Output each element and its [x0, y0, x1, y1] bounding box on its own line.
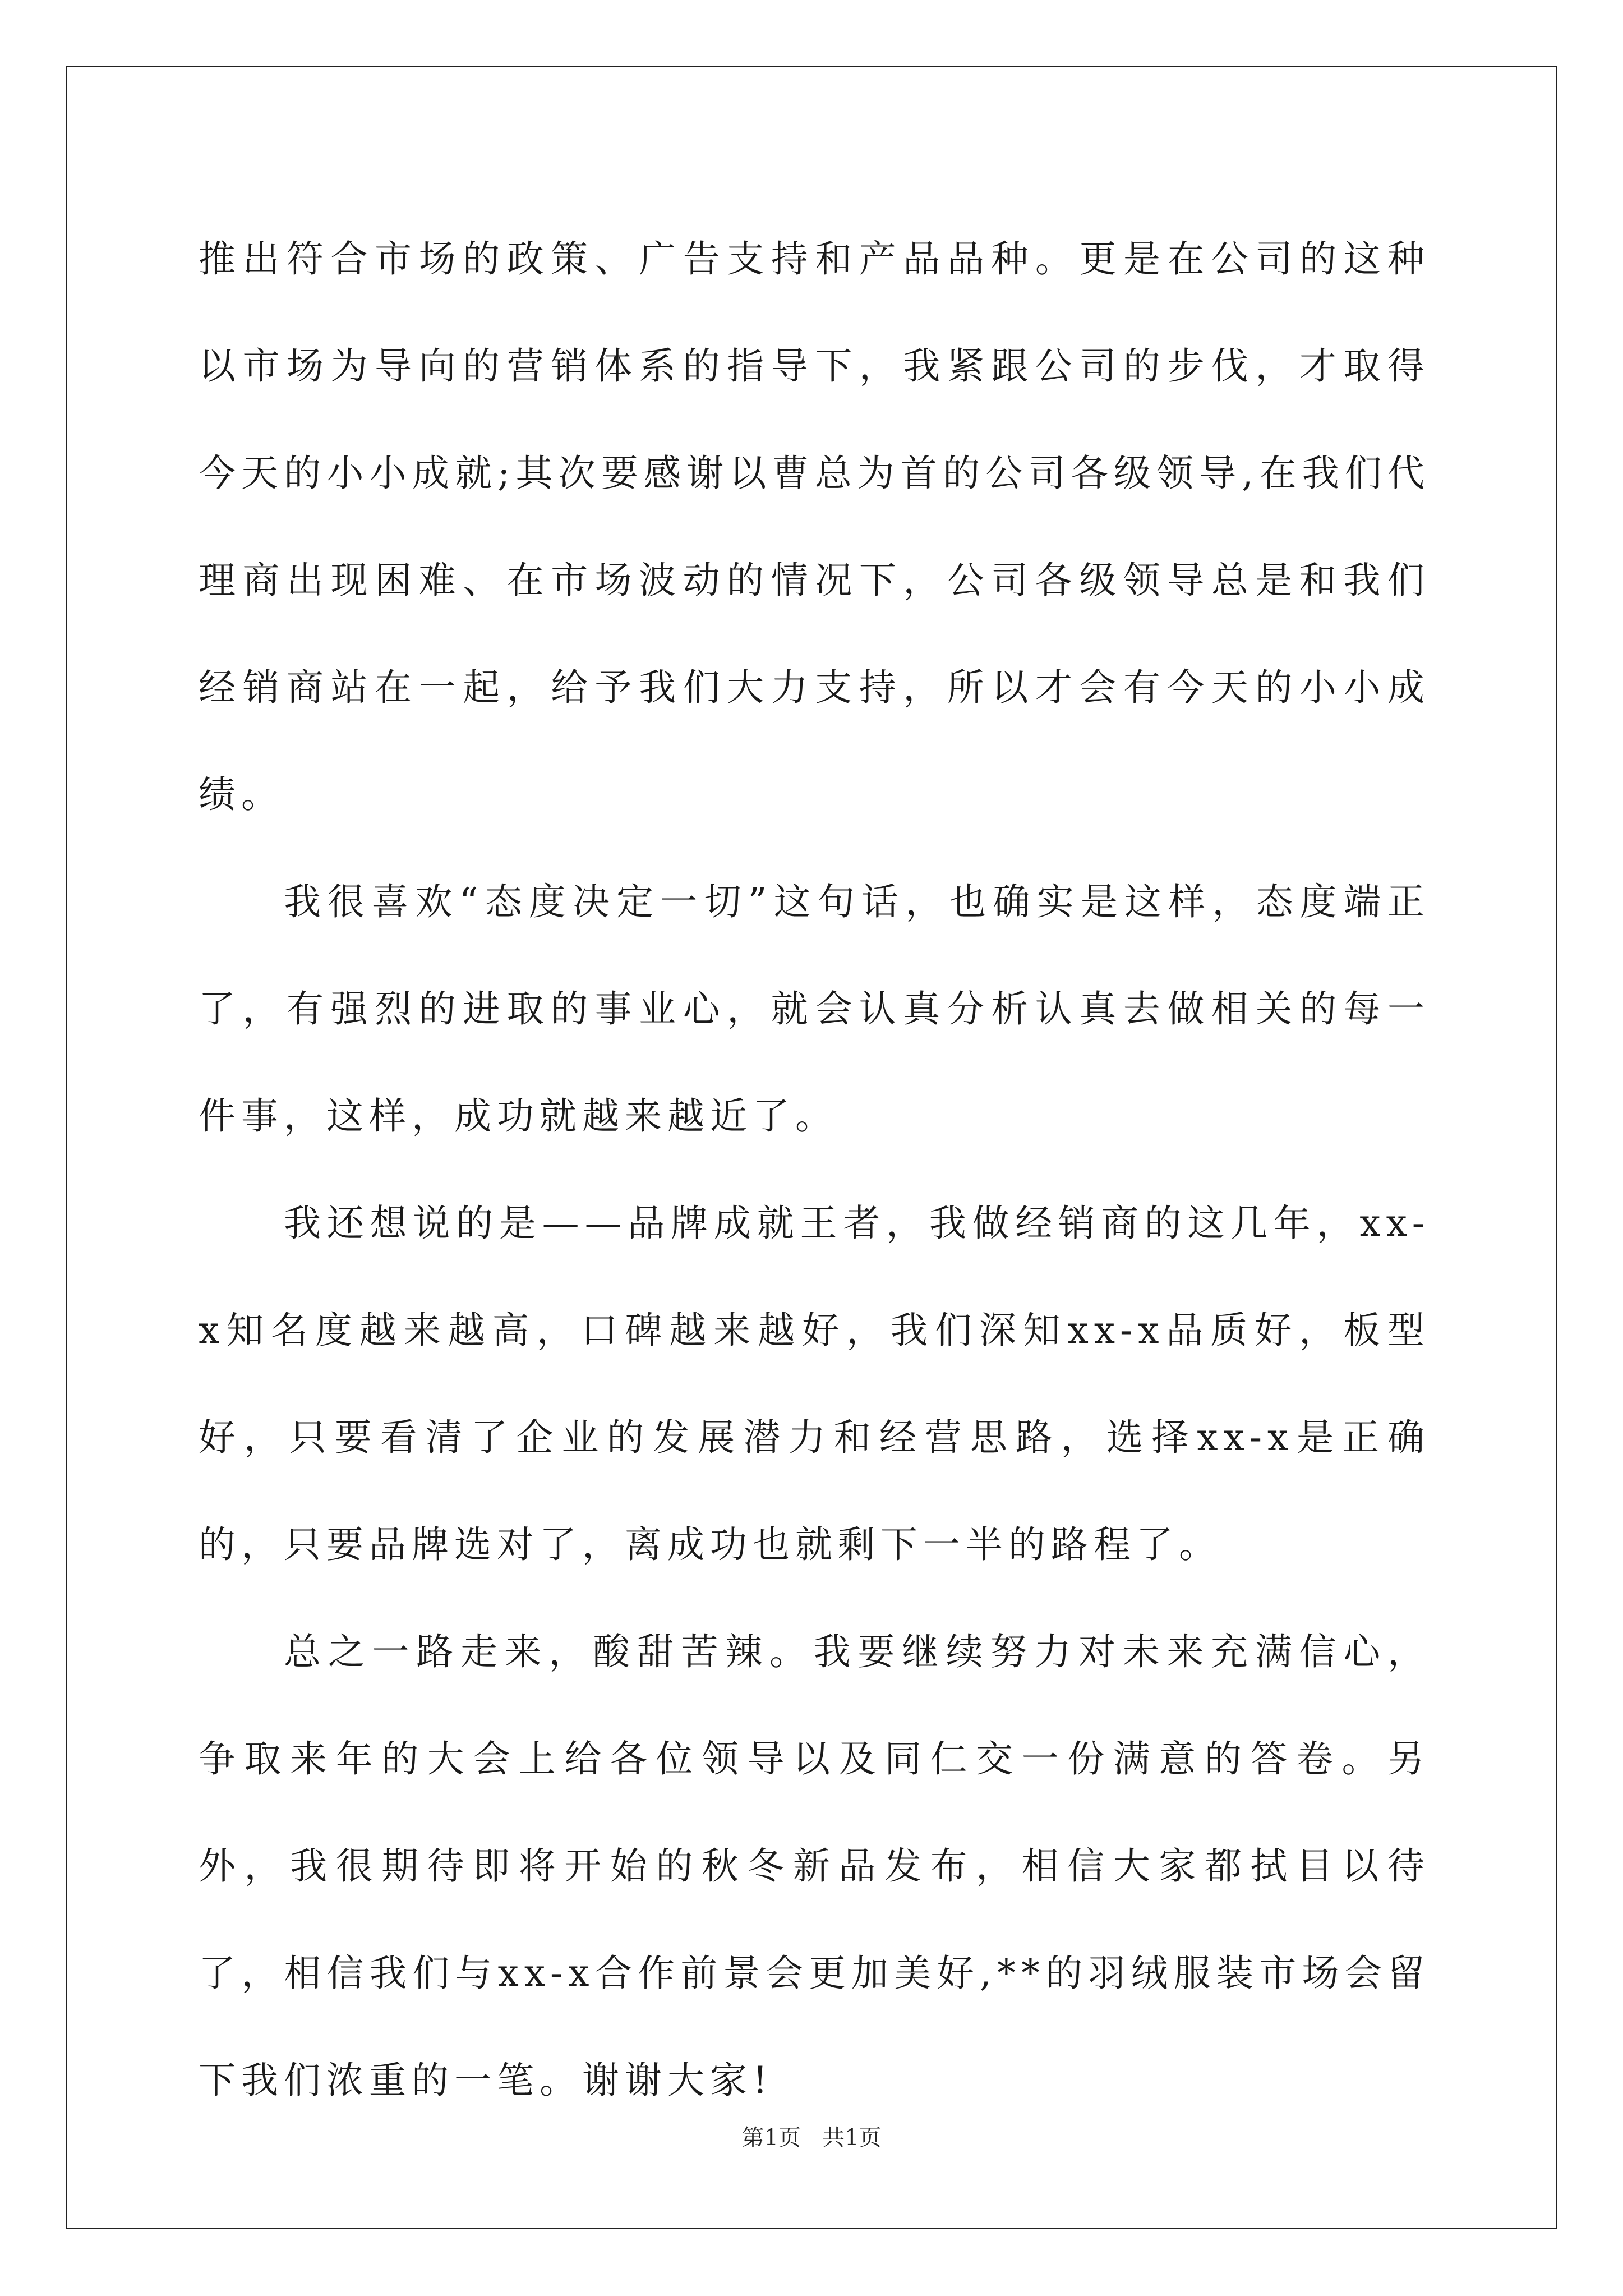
- paragraph-3: 我还想说的是——品牌成就王者，我做经销商的这几年，xx-x知名度越来越高，口碑越来越好，我们深知xx-x品质好，板型好，只要看清了企业的发展潜力和经营思路，选择xx-x是正确的，只要品牌选对了，离成功也就剩下一半的路程了。: [199, 1202, 1430, 1566]
- paragraph-1: 推出符合市场的政策、广告支持和产品品种。更是在公司的这种以市场为导向的营销体系的指导下，我紧跟公司的步伐，才取得今天的小小成就;其次要感谢以曹总为首的公司各级领导,在我们代理商出现困难、在市场波动的情况下，公司各级领导总是和我们经销商站在一起，给予我们大力支持，所以才会有今天的小小成绩。: [199, 237, 1430, 816]
- footer-spacer: [801, 2125, 822, 2151]
- document-body: [199, 205, 1430, 2134]
- paragraph-2: 我很喜欢“态度决定一切”这句话，也确实是这样，态度端正了，有强烈的进取的事业心，就会认真分析认真去做相关的每一件事，这样，成功就越来越近了。: [199, 880, 1430, 1138]
- page-footer: [0, 2124, 1623, 2152]
- paragraph-4: 总之一路走来，酸甜苦辣。我要继续努力对未来充满信心，争取来年的大会上给各位领导以及同仁交一份满意的答卷。另外，我很期待即将开始的秋冬新品发布，相信大家都拭目以待了，相信我们与xx-x合作前景会更加美好,**的羽绒服装市场会留下我们浓重的一笔。谢谢大家!: [199, 1630, 1430, 2102]
- page-number: 第1页: [741, 2125, 801, 2151]
- page-total: 共1页: [822, 2125, 882, 2151]
